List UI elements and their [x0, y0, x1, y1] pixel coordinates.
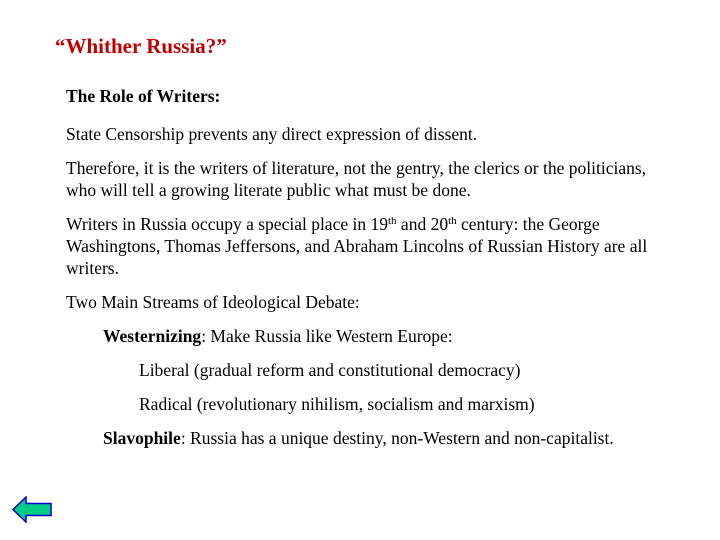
- text-fragment: Writers in Russia occupy a special place in 19: [66, 214, 388, 234]
- paragraph-two-streams: Two Main Streams of Ideological Debate:: [66, 292, 360, 312]
- back-button[interactable]: [12, 496, 52, 523]
- superscript-th: th: [387, 215, 397, 227]
- slide-body: [66, 85, 666, 461]
- paragraph-censorship: State Censorship prevents any direct expression of dissent.: [66, 124, 478, 144]
- term-slavophile: Slavophile: [103, 428, 181, 448]
- bullet-slavophile: [103, 427, 666, 449]
- westernizing-description: : Make Russia like Western Europe:: [201, 326, 453, 346]
- bullet-radical: Radical (revolutionary nihilism, socialism and marxism): [139, 394, 535, 414]
- paragraph-writers-role: Therefore, it is the writers of literature, not the gentry, the clerics or the politicians, who will tell a growing literate public what must be done.: [66, 158, 647, 200]
- bullet-westernizing: [103, 325, 666, 347]
- left-arrow-icon: [12, 496, 52, 523]
- slavophile-description: : Russia has a unique destiny, non-Western and non-capitalist.: [180, 428, 614, 448]
- term-westernizing: Westernizing: [103, 326, 202, 346]
- slide-title: “Whither Russia?”: [55, 34, 227, 58]
- bullet-liberal: Liberal (gradual reform and constitutional democracy): [139, 360, 521, 380]
- section-heading: The Role of Writers:: [66, 86, 221, 106]
- superscript-th: th: [448, 215, 457, 227]
- text-fragment: century: the George Washingtons, Thomas Jeffersons, and Abraham Lincolns of Russian History are all writers.: [66, 214, 648, 278]
- text-fragment: and 20: [396, 214, 449, 234]
- paragraph-special-place: [66, 213, 666, 279]
